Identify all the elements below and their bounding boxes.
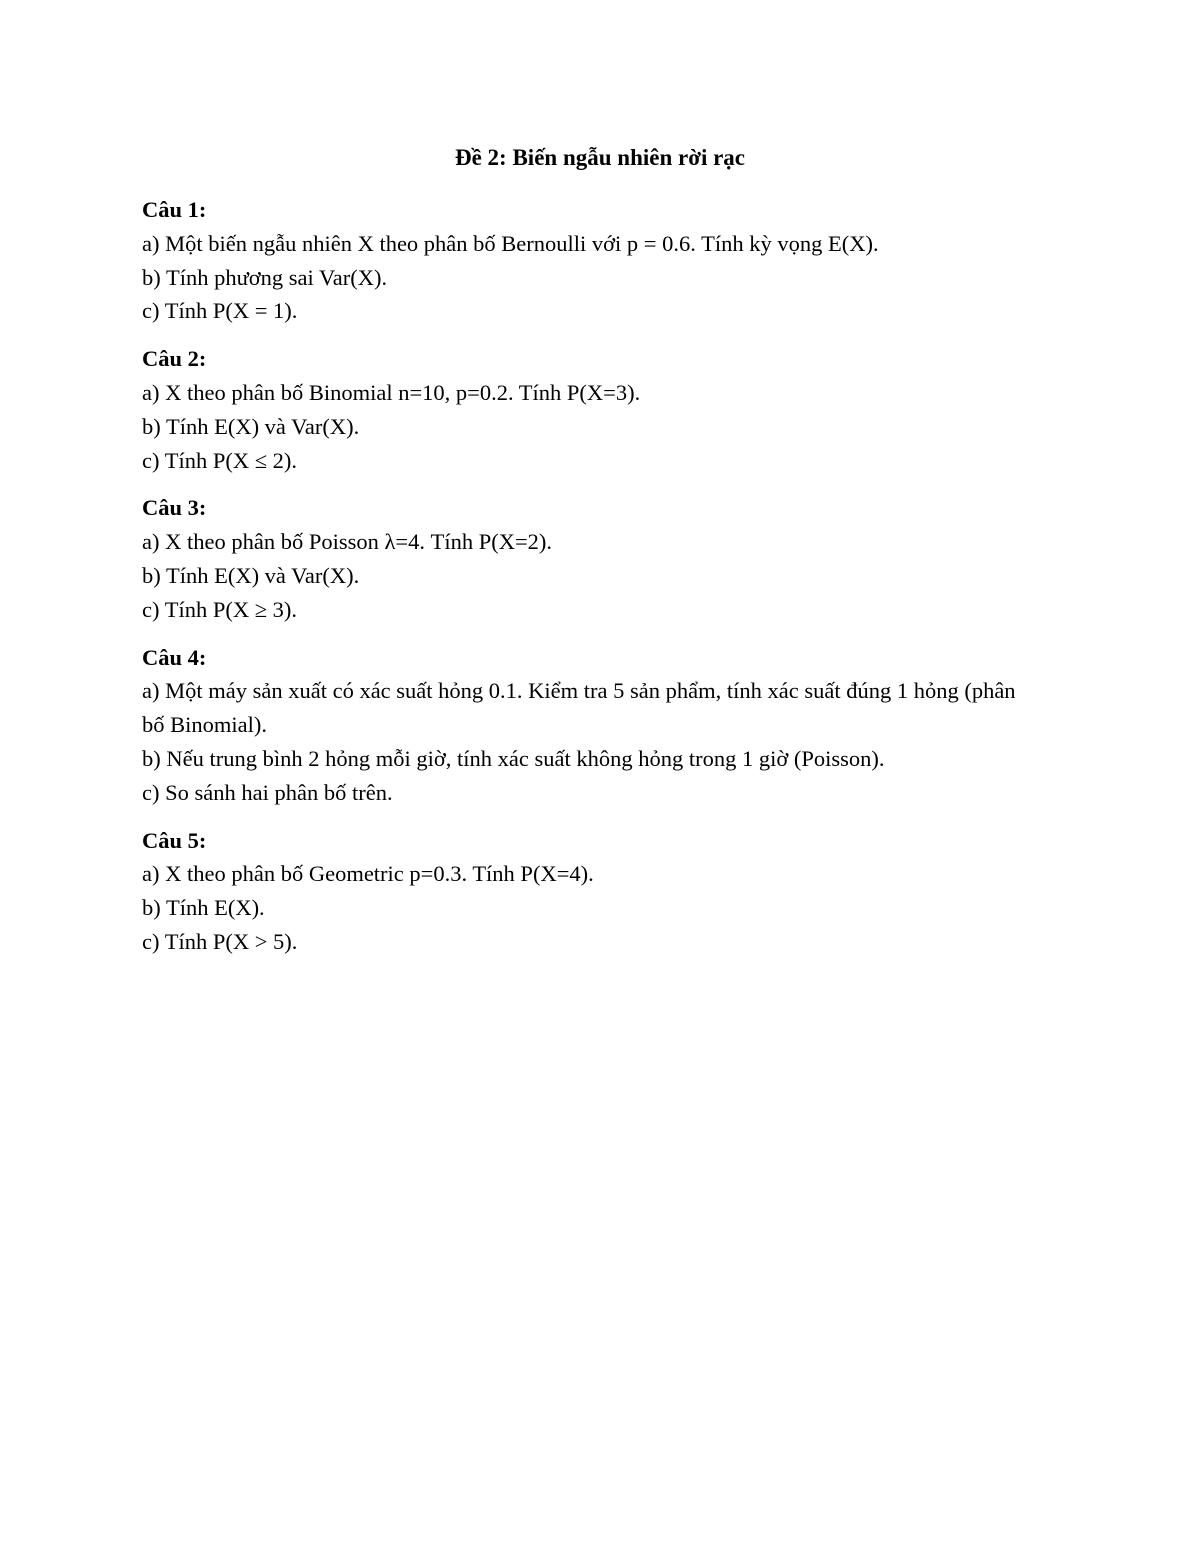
question-2	[142, 342, 1022, 477]
question-line: c) Tính P(X = 1).	[142, 298, 298, 324]
question-4	[142, 641, 1022, 810]
question-heading: Câu 4:	[142, 644, 207, 670]
question-line: c) Tính P(X ≤ 2).	[142, 447, 298, 473]
question-heading: Câu 5:	[142, 827, 207, 853]
question-line: a) X theo phân bố Binomial n=10, p=0.2. Tính P(X=3).	[142, 379, 641, 405]
question-line: a) Một máy sản xuất có xác suất hỏng 0.1. Kiểm tra 5 sản phẩm, tính xác suất đúng 1 hỏng (phân bố Binomial).	[142, 678, 1016, 738]
question-heading: Câu 3:	[142, 495, 207, 521]
question-line: a) Một biến ngẫu nhiên X theo phân bố Bernoulli với p = 0.6. Tính kỳ vọng E(X).	[142, 230, 879, 256]
question-line: b) Tính E(X) và Var(X).	[142, 562, 360, 588]
question-line: b) Tính phương sai Var(X).	[142, 264, 388, 290]
question-line: c) Tính P(X ≥ 3).	[142, 596, 298, 622]
question-line: a) X theo phân bố Poisson λ=4. Tính P(X=2).	[142, 529, 553, 555]
question-3	[142, 491, 1022, 626]
question-5	[142, 824, 1022, 959]
question-line: b) Tính E(X) và Var(X).	[142, 413, 360, 439]
question-heading: Câu 1:	[142, 197, 207, 222]
question-line: c) So sánh hai phân bố trên.	[142, 779, 393, 805]
question-heading: Câu 2:	[142, 346, 207, 372]
question-1	[142, 193, 1022, 328]
question-line: a) X theo phân bố Geometric p=0.3. Tính P(X=4).	[142, 861, 594, 887]
document-body	[142, 193, 1022, 973]
document-title: Đề 2: Biến ngẫu nhiên rời rạc	[454, 145, 745, 170]
question-line: b) Tính E(X).	[142, 895, 265, 921]
question-line: b) Nếu trung bình 2 hỏng mỗi giờ, tính xác suất không hỏng trong 1 giờ (Poisson).	[142, 745, 885, 771]
question-line: c) Tính P(X > 5).	[142, 928, 298, 954]
